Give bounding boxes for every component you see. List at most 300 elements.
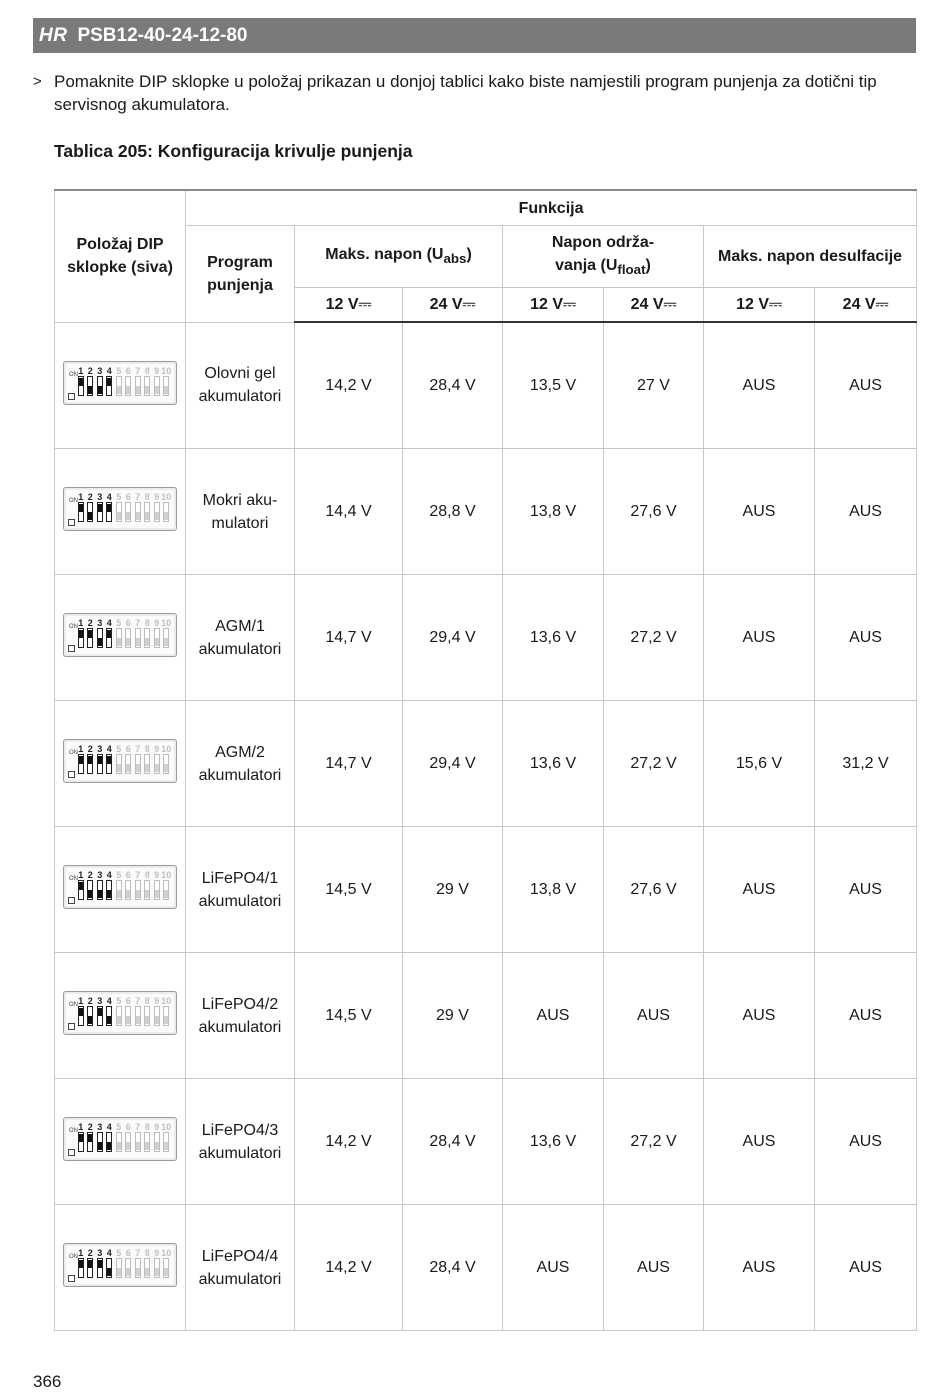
program-cell <box>186 322 295 449</box>
dip-switch <box>133 996 143 1026</box>
dip-switch-cell <box>55 449 186 575</box>
voltage-value-cell: 27,2 V <box>604 1079 704 1205</box>
dip-switch-knob <box>117 1268 121 1276</box>
dip-switch-body <box>135 1006 141 1026</box>
dip-switch-body <box>78 880 84 900</box>
dip-switch <box>114 1248 124 1278</box>
voltage-value-cell: 29,4 V <box>403 701 503 827</box>
dip-switch-knob <box>155 512 159 520</box>
dip-switch-number: 8 <box>144 870 150 880</box>
dip-switch <box>114 618 124 648</box>
dip-switch-knob <box>155 890 159 898</box>
dip-switch-number: 5 <box>116 870 122 880</box>
dip-switch-diagram <box>63 613 177 657</box>
dip-switch-body <box>116 628 122 648</box>
dip-switch-body <box>154 1006 160 1026</box>
dip-on-label: ON <box>69 1128 78 1134</box>
dip-switch <box>95 996 105 1026</box>
dip-marker-icon <box>68 645 75 652</box>
dip-switch-body <box>125 376 131 396</box>
instruction-step <box>33 70 913 116</box>
dip-switch-number: 6 <box>125 365 131 376</box>
dip-switch-knob <box>155 1268 159 1276</box>
dip-switch-body <box>87 502 93 522</box>
dip-switch-knob <box>107 1142 111 1150</box>
dip-switch <box>86 1122 96 1152</box>
max-voltage-sub: abs <box>443 251 467 267</box>
page-number: 366 <box>33 1372 62 1391</box>
dip-switch-diagram <box>63 361 177 405</box>
dip-switch-cell <box>55 827 186 953</box>
voltage-value-cell: 28,4 V <box>403 322 503 449</box>
dip-switch-body <box>116 1258 122 1278</box>
dip-switch-knob <box>155 638 159 646</box>
dip-switch-number: 9 <box>154 492 160 502</box>
dip-switch-number: 1 <box>78 996 84 1006</box>
dip-switch-number: 2 <box>87 618 93 628</box>
dip-switch-body <box>163 628 169 648</box>
dip-switch <box>105 996 115 1026</box>
dip-switch-diagram <box>63 991 177 1035</box>
dip-switch-knob <box>155 386 159 394</box>
voltage-value-cell: AUS <box>815 575 917 701</box>
function-header: Funkcija <box>186 190 917 226</box>
dip-switch-body <box>97 376 103 396</box>
program-header <box>186 226 295 323</box>
dip-switch-body <box>97 1132 103 1152</box>
voltage-value-cell: 13,5 V <box>503 322 604 449</box>
dip-switch-diagram <box>63 739 177 783</box>
dip-switch-knob <box>126 1142 130 1150</box>
dip-switch-knob <box>107 504 111 512</box>
program-header-line2: punjenja <box>207 276 273 294</box>
dip-switch-knob <box>145 1016 149 1024</box>
dip-switch <box>76 492 86 522</box>
dip-switch-knob <box>98 1008 102 1016</box>
dip-switch <box>95 1248 105 1278</box>
dip-switch-knob <box>88 1260 92 1268</box>
dip-switch-knob <box>126 1016 130 1024</box>
voltage-value-cell: 14,2 V <box>295 1205 403 1331</box>
dip-position-header-line1: Položaj DIP <box>76 236 164 254</box>
dip-switch-body <box>106 1258 112 1278</box>
dip-switch-body <box>163 1258 169 1278</box>
float-voltage-close: ) <box>645 257 651 275</box>
program-name-line1: LiFePO4/3 <box>201 1121 279 1139</box>
dip-switch-number: 8 <box>144 1122 150 1132</box>
voltage-value-cell: 29 V <box>403 953 503 1079</box>
dip-marker-icon <box>68 897 75 904</box>
dip-switch-number: 10 <box>161 492 172 502</box>
voltage-value-cell: 13,8 V <box>503 827 604 953</box>
dip-switch <box>152 1248 162 1278</box>
dip-switch <box>162 366 172 396</box>
dip-switch <box>95 366 105 396</box>
dip-switch-group <box>76 366 171 396</box>
dip-switch-number: 4 <box>106 1122 112 1132</box>
dc-symbol-icon: ⎓ <box>769 296 782 313</box>
dip-switch-knob <box>107 1016 111 1024</box>
dip-switch-body <box>144 628 150 648</box>
dip-switch-knob <box>98 756 102 764</box>
dip-switch-body <box>78 1132 84 1152</box>
voltage-value-cell: AUS <box>704 1205 815 1331</box>
dip-switch-number: 7 <box>135 492 141 502</box>
dip-switch <box>133 744 143 774</box>
dip-switch-knob <box>107 378 111 386</box>
voltage-value-cell: 15,6 V <box>704 701 815 827</box>
dip-switch <box>143 492 153 522</box>
table-body <box>55 322 917 1331</box>
dip-switch-number: 6 <box>125 618 131 628</box>
voltage-12v-header <box>295 288 403 323</box>
dip-switch-body <box>144 1006 150 1026</box>
dip-switch-group <box>76 744 171 774</box>
dip-switch-body <box>144 754 150 774</box>
dip-switch-body <box>78 1258 84 1278</box>
voltage-value-cell: AUS <box>704 1079 815 1205</box>
dip-switch-knob <box>164 512 168 520</box>
dip-switch-body <box>144 376 150 396</box>
dip-switch-number: 2 <box>87 996 93 1006</box>
dip-switch-number: 3 <box>97 1248 103 1258</box>
dip-switch <box>143 1122 153 1152</box>
voltage-value-cell: 14,2 V <box>295 322 403 449</box>
dc-symbol-icon: ⎓ <box>462 296 476 313</box>
dip-switch-body <box>163 376 169 396</box>
dip-switch <box>162 870 172 900</box>
dip-switch-knob <box>136 512 140 520</box>
voltage-label: 12 V <box>530 296 564 313</box>
program-name-line2: akumulatori <box>198 640 282 658</box>
voltage-value-cell: 29 V <box>403 827 503 953</box>
dip-switch-knob <box>126 1268 130 1276</box>
dip-switch-knob <box>88 512 92 520</box>
dip-switch-number: 4 <box>106 1248 112 1258</box>
voltage-label: 12 V <box>325 296 359 313</box>
dip-switch-number: 6 <box>125 996 131 1006</box>
dip-switch-body <box>125 1258 131 1278</box>
dip-switch-diagram <box>63 865 177 909</box>
dip-switch <box>124 1248 134 1278</box>
voltage-12v-header <box>704 288 815 323</box>
dip-switch <box>152 366 162 396</box>
voltage-value-cell: AUS <box>815 953 917 1079</box>
dip-marker-icon <box>68 1275 75 1282</box>
dip-switch <box>133 870 143 900</box>
max-voltage-label: Maks. napon (U <box>325 245 444 263</box>
voltage-value-cell: AUS <box>704 449 815 575</box>
dip-switch-number: 4 <box>106 870 112 880</box>
program-cell <box>186 1079 295 1205</box>
table-row <box>55 827 917 953</box>
dip-switch-knob <box>117 1142 121 1150</box>
dip-switch-body <box>135 1258 141 1278</box>
dip-switch <box>105 618 115 648</box>
dip-switch-number: 7 <box>135 870 141 880</box>
dip-switch <box>76 1248 86 1278</box>
dip-switch-number: 2 <box>87 492 93 502</box>
voltage-value-cell: AUS <box>704 827 815 953</box>
dip-switch <box>76 366 86 396</box>
dip-switch-knob <box>107 756 111 764</box>
dip-marker-icon <box>68 519 75 526</box>
dip-switch-number: 2 <box>87 744 93 754</box>
dip-switch <box>95 870 105 900</box>
dip-switch-body <box>163 1006 169 1026</box>
dip-switch-knob <box>155 1142 159 1150</box>
dip-switch-knob <box>117 764 121 772</box>
voltage-value-cell: 28,4 V <box>403 1205 503 1331</box>
model-number: PSB12-40-24-12-80 <box>77 24 248 46</box>
dc-symbol-icon: ⎓ <box>563 296 576 313</box>
dip-switch-knob <box>107 630 111 638</box>
dip-switch-knob <box>98 386 102 394</box>
dip-switch-body <box>106 754 112 774</box>
dip-switch-number: 2 <box>87 1122 93 1132</box>
dip-switch-knob <box>164 1268 168 1276</box>
dip-switch-body <box>97 502 103 522</box>
dip-switch-number: 3 <box>97 618 103 628</box>
dip-marker-icon <box>68 771 75 778</box>
dip-switch <box>105 366 115 396</box>
dip-marker-icon <box>68 1149 75 1156</box>
dip-switch-number: 5 <box>116 996 122 1006</box>
dip-on-label: ON <box>69 1254 78 1260</box>
dip-switch <box>162 996 172 1026</box>
dip-switch <box>152 618 162 648</box>
voltage-value-cell: 13,6 V <box>503 1079 604 1205</box>
voltage-24v-header <box>403 288 503 323</box>
program-name-line2: akumulatori <box>198 892 282 910</box>
dip-switch-number: 7 <box>135 1122 141 1132</box>
voltage-value-cell: AUS <box>815 322 917 449</box>
program-name-line2: akumulatori <box>198 1018 282 1036</box>
dip-switch <box>124 870 134 900</box>
dip-switch <box>133 366 143 396</box>
dip-switch-cell <box>55 1079 186 1205</box>
dip-switch-knob <box>145 1268 149 1276</box>
dip-switch-body <box>135 754 141 774</box>
dip-switch-number: 3 <box>97 1122 103 1132</box>
dip-switch-body <box>125 1132 131 1152</box>
dip-switch-number: 1 <box>78 618 84 628</box>
dip-switch-body <box>78 628 84 648</box>
voltage-value-cell: AUS <box>503 953 604 1079</box>
dip-switch-knob <box>145 386 149 394</box>
dip-switch <box>86 492 96 522</box>
table-title: Tablica 205: Konfiguracija krivulje punjenja <box>54 141 413 161</box>
dip-switch-body <box>116 880 122 900</box>
dip-on-label: ON <box>69 624 78 630</box>
dip-switch-body <box>106 376 112 396</box>
dip-switch-body <box>125 502 131 522</box>
dip-switch <box>95 618 105 648</box>
dip-switch-knob <box>136 638 140 646</box>
dip-switch <box>86 744 96 774</box>
dip-switch-number: 1 <box>78 1248 84 1258</box>
voltage-12v-header <box>503 288 604 323</box>
dip-switch <box>162 492 172 522</box>
dip-switch-body <box>154 502 160 522</box>
voltage-value-cell: AUS <box>815 1079 917 1205</box>
dip-switch-knob <box>98 504 102 512</box>
dip-switch-cell <box>55 1205 186 1331</box>
page-header-bar <box>33 18 916 53</box>
dip-switch-number: 1 <box>78 744 84 754</box>
dip-switch-body <box>87 1006 93 1026</box>
dip-switch-group <box>76 1122 171 1152</box>
dip-switch-number: 2 <box>87 870 93 880</box>
dip-switch-knob <box>136 386 140 394</box>
dip-switch-body <box>135 376 141 396</box>
dip-position-header <box>55 190 186 322</box>
dip-switch-knob <box>117 512 121 520</box>
dip-switch-body <box>125 628 131 648</box>
voltage-value-cell: 27,2 V <box>604 575 704 701</box>
dip-switch-body <box>163 754 169 774</box>
voltage-value-cell: 14,2 V <box>295 1079 403 1205</box>
dip-switch-knob <box>88 1134 92 1142</box>
dip-switch <box>143 870 153 900</box>
dip-switch-knob <box>98 1142 102 1150</box>
dip-switch-diagram <box>63 487 177 531</box>
voltage-label: 24 V <box>630 296 664 313</box>
dip-switch <box>114 996 124 1026</box>
dc-symbol-icon: ⎓ <box>875 296 889 313</box>
program-name-line1: LiFePO4/2 <box>201 995 279 1013</box>
dip-switch-body <box>116 502 122 522</box>
voltage-24v-header <box>604 288 704 323</box>
dip-switch-knob <box>164 386 168 394</box>
dip-switch-knob <box>126 890 130 898</box>
dip-switch-knob <box>136 1142 140 1150</box>
dip-switch-body <box>116 376 122 396</box>
dip-switch-group <box>76 996 171 1026</box>
dip-switch-number: 9 <box>154 870 160 880</box>
dip-switch <box>114 492 124 522</box>
voltage-value-cell: 13,6 V <box>503 701 604 827</box>
dip-switch-knob <box>117 386 121 394</box>
program-name-line1: AGM/1 <box>215 617 265 635</box>
voltage-value-cell: 27,2 V <box>604 701 704 827</box>
dip-switch-body <box>135 628 141 648</box>
dip-switch-group <box>76 618 171 648</box>
program-cell <box>186 1205 295 1331</box>
dip-switch <box>114 870 124 900</box>
dip-switch-knob <box>107 1268 111 1276</box>
dip-switch-body <box>154 376 160 396</box>
dip-switch-number: 10 <box>161 744 172 754</box>
program-cell <box>186 953 295 1079</box>
dip-switch <box>95 492 105 522</box>
dip-switch-number: 2 <box>87 365 93 376</box>
voltage-24v-header <box>815 288 917 323</box>
dip-switch <box>143 996 153 1026</box>
dip-switch-body <box>87 1132 93 1152</box>
voltage-value-cell: 14,4 V <box>295 449 403 575</box>
charging-curve-config-table <box>54 189 917 1331</box>
dip-switch-knob <box>88 890 92 898</box>
dip-switch-body <box>87 628 93 648</box>
dip-switch-number: 6 <box>125 1248 131 1258</box>
dip-switch-number: 8 <box>144 1248 150 1258</box>
dip-switch-body <box>78 754 84 774</box>
dip-switch-number: 4 <box>106 996 112 1006</box>
dip-switch <box>133 618 143 648</box>
dip-switch-knob <box>79 378 83 386</box>
table-row <box>55 1079 917 1205</box>
dip-switch-number: 5 <box>116 365 122 376</box>
float-voltage-line1: Napon održa- <box>551 234 655 252</box>
dip-switch <box>105 870 115 900</box>
dip-switch-number: 1 <box>78 1122 84 1132</box>
dip-switch-body <box>144 1258 150 1278</box>
dip-switch-body <box>97 1006 103 1026</box>
dip-switch-knob <box>164 890 168 898</box>
dip-switch <box>162 1248 172 1278</box>
dip-switch-number: 1 <box>78 870 84 880</box>
table-row <box>55 322 917 449</box>
dip-switch-body <box>154 880 160 900</box>
dip-switch-number: 8 <box>144 492 150 502</box>
dip-switch-group <box>76 492 171 522</box>
dip-switch-number: 1 <box>78 492 84 502</box>
voltage-value-cell: AUS <box>604 953 704 1079</box>
dip-switch <box>124 366 134 396</box>
dip-switch <box>124 996 134 1026</box>
dip-switch <box>133 492 143 522</box>
dip-on-label: ON <box>69 750 78 756</box>
dip-switch <box>114 1122 124 1152</box>
voltage-value-cell: 13,8 V <box>503 449 604 575</box>
dip-switch-knob <box>145 512 149 520</box>
dip-switch-knob <box>117 1016 121 1024</box>
dip-switch-number: 1 <box>78 365 84 376</box>
voltage-value-cell: AUS <box>815 1205 917 1331</box>
dip-switch-body <box>154 628 160 648</box>
dip-switch-body <box>106 1006 112 1026</box>
dip-on-label: ON <box>69 371 78 378</box>
dip-switch-knob <box>145 764 149 772</box>
dip-switch-group <box>76 870 171 900</box>
dip-switch-number: 3 <box>97 492 103 502</box>
program-name-line1: Olovni gel <box>204 365 276 383</box>
voltage-value-cell: 27,6 V <box>604 827 704 953</box>
dip-switch-number: 9 <box>154 1122 160 1132</box>
dip-switch-number: 10 <box>161 1122 172 1132</box>
dip-on-label: ON <box>69 1002 78 1008</box>
dip-switch-group <box>76 1248 171 1278</box>
instruction-text: Pomaknite DIP sklopke u položaj prikazan u donjoj tablici kako biste namjestili program punjenja za dotični tip servisnog akumulatora. <box>54 72 877 114</box>
dip-switch-number: 4 <box>106 744 112 754</box>
voltage-value-cell: 14,7 V <box>295 575 403 701</box>
float-voltage-sub: float <box>617 262 646 278</box>
dip-switch-knob <box>136 1016 140 1024</box>
voltage-value-cell: 28,8 V <box>403 449 503 575</box>
table-row <box>55 449 917 575</box>
dip-switch-number: 3 <box>97 365 103 376</box>
voltage-value-cell: AUS <box>704 575 815 701</box>
dip-switch <box>86 870 96 900</box>
dip-switch-knob <box>164 638 168 646</box>
dip-switch-knob <box>79 882 83 890</box>
dip-switch <box>124 492 134 522</box>
dip-switch-number: 5 <box>116 492 122 502</box>
dip-on-label: ON <box>69 876 78 882</box>
dip-switch-body <box>144 502 150 522</box>
dip-switch-body <box>78 376 84 396</box>
